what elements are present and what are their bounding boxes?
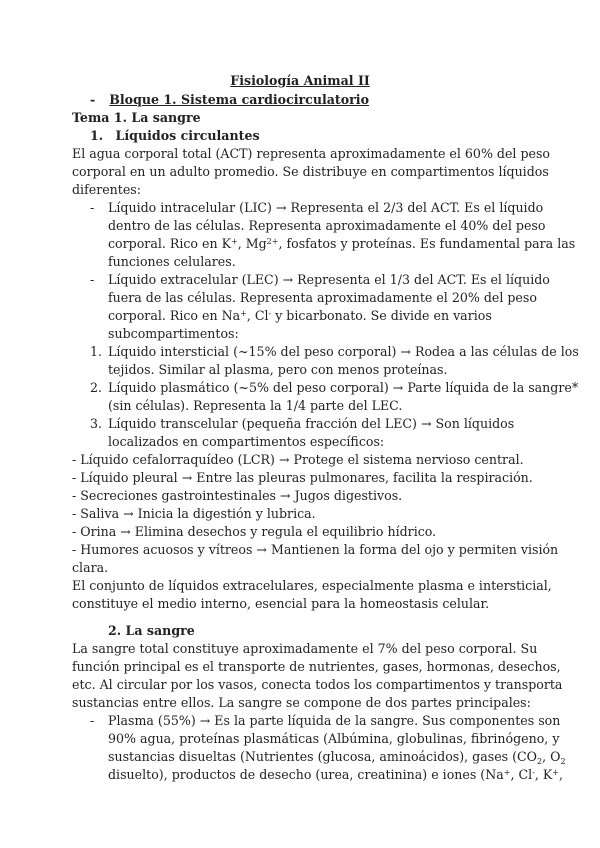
sub-line: Líquido intersticial (~15% del peso corporal) → Rodea a las células de los xyxy=(108,344,579,359)
section-1-title: Líquidos circulantes xyxy=(115,128,260,143)
lec-text: y bicarbonato. Se divide en varios xyxy=(271,308,492,323)
plasma-line xyxy=(108,748,566,766)
sub-line: localizados en compartimentos específicos: xyxy=(108,434,385,449)
superscript: + xyxy=(240,309,247,318)
bullet-dash: - xyxy=(90,200,95,215)
bullet-dash: - xyxy=(90,272,95,287)
plasma-line: 90% agua, proteínas plasmáticas (Albúmina, globulinas, fibrinógeno, y xyxy=(108,731,560,746)
trans-item: - Secreciones gastrointestinales → Jugos digestivos. xyxy=(72,488,403,503)
superscript: + xyxy=(231,237,238,246)
superscript: + xyxy=(503,768,511,777)
trans-item: - Líquido cefalorraquídeo (LCR) → Protege el sistema nervioso central. xyxy=(72,452,524,467)
trans-item: - Humores acuosos y vítreos → Mantienen la forma del ojo y permiten visión xyxy=(72,542,559,557)
subscript: 2 xyxy=(560,757,566,766)
closing-line: constituye el medio interno, esencial para la homeostasis celular. xyxy=(72,596,490,611)
intro-line: El agua corporal total (ACT) representa aproximadamente el 60% del peso xyxy=(72,146,551,161)
plasma-text: sustancias disueltas (Nutrientes (glucosa, aminoácidos), gases (CO xyxy=(108,749,537,764)
section-1-number: 1. xyxy=(90,128,104,143)
section-1-heading xyxy=(90,127,260,145)
trans-item: - Líquido pleural → Entre las pleuras pulmonares, facilita la respiración. xyxy=(72,470,533,485)
lec-line: fuera de las células. Representa aproximadamente el 20% del peso xyxy=(108,290,537,305)
superscript: 2+ xyxy=(266,237,279,246)
document-title: Fisiología Animal II xyxy=(230,73,370,88)
sangre-line: La sangre total constituye aproximadamente el 7% del peso corporal. Su xyxy=(72,641,538,656)
lic-line: Líquido intracelular (LIC) → Representa el 2/3 del ACT. Es el líquido xyxy=(108,200,544,215)
sub-number: 3. xyxy=(90,416,103,431)
lec-line: subcompartimentos: xyxy=(108,326,239,341)
trans-item: clara. xyxy=(72,560,109,575)
lec-text: corporal. Rico en Na xyxy=(108,308,241,323)
trans-item: - Saliva → Inicia la digestión y lubrica. xyxy=(72,506,316,521)
sangre-line: función principal es el transporte de nutrientes, gases, hormonas, desechos, xyxy=(72,659,561,674)
sub-line: Líquido transcelular (pequeña fracción del LEC) → Son líquidos xyxy=(108,416,515,431)
plasma-text: , xyxy=(558,767,563,782)
lec-line xyxy=(108,307,492,325)
sub-line: tejidos. Similar al plasma, pero con menos proteínas. xyxy=(108,362,448,377)
superscript: - xyxy=(532,768,535,777)
superscript: + xyxy=(552,768,559,777)
plasma-text: , K xyxy=(534,767,553,782)
intro-line: corporal en un adulto promedio. Se distribuye en compartimentos líquidos xyxy=(72,164,549,179)
sub-line: (sin células). Representa la 1/4 parte del LEC. xyxy=(108,398,403,413)
bullet-dash: - xyxy=(90,713,95,728)
sub-number: 1. xyxy=(90,344,103,359)
intro-line: diferentes: xyxy=(72,182,142,197)
lic-text: , fosfatos y proteínas. Es fundamental para las xyxy=(278,236,576,251)
trans-item: - Orina → Elimina desechos y regula el equilibrio hídrico. xyxy=(72,524,437,539)
superscript: - xyxy=(268,309,272,318)
sangre-line: sustancias entre ellos. La sangre se compone de dos partes principales: xyxy=(72,695,531,710)
sangre-line: etc. Al circular por los vasos, conecta todos los compartimentos y transporta xyxy=(72,677,563,692)
tema-heading: Tema 1. La sangre xyxy=(72,110,201,125)
lec-text: , Cl xyxy=(246,308,269,323)
bloque-heading xyxy=(90,91,369,109)
subscript: 2 xyxy=(537,757,543,766)
section-2-heading: 2. La sangre xyxy=(108,623,195,638)
plasma-text: , Cl xyxy=(510,767,533,782)
plasma-text: , O xyxy=(542,749,561,764)
closing-line: El conjunto de líquidos extracelulares, especialmente plasma e intersticial, xyxy=(72,578,552,593)
plasma-text: disuelto), productos de desecho (urea, creatinina) e iones (Na xyxy=(108,767,504,782)
plasma-line xyxy=(108,766,563,784)
lic-line: funciones celulares. xyxy=(108,254,236,269)
plasma-line: Plasma (55%) → Es la parte líquida de la sangre. Sus componentes son xyxy=(108,713,561,728)
sub-number: 2. xyxy=(90,380,103,395)
bloque-text: Bloque 1. Sistema cardiocirculatorio xyxy=(109,92,369,107)
lic-text: , Mg xyxy=(237,236,267,251)
lic-line xyxy=(108,235,575,253)
lic-line: dentro de las células. Representa aproximadamente el 40% del peso xyxy=(108,218,546,233)
lec-line: Líquido extracelular (LEC) → Representa el 1/3 del ACT. Es el líquido xyxy=(108,272,550,287)
sub-line: Líquido plasmático (~5% del peso corporal) → Parte líquida de la sangre* xyxy=(108,380,579,395)
bloque-dash: - xyxy=(90,92,96,107)
lic-text: corporal. Rico en K xyxy=(108,236,231,251)
